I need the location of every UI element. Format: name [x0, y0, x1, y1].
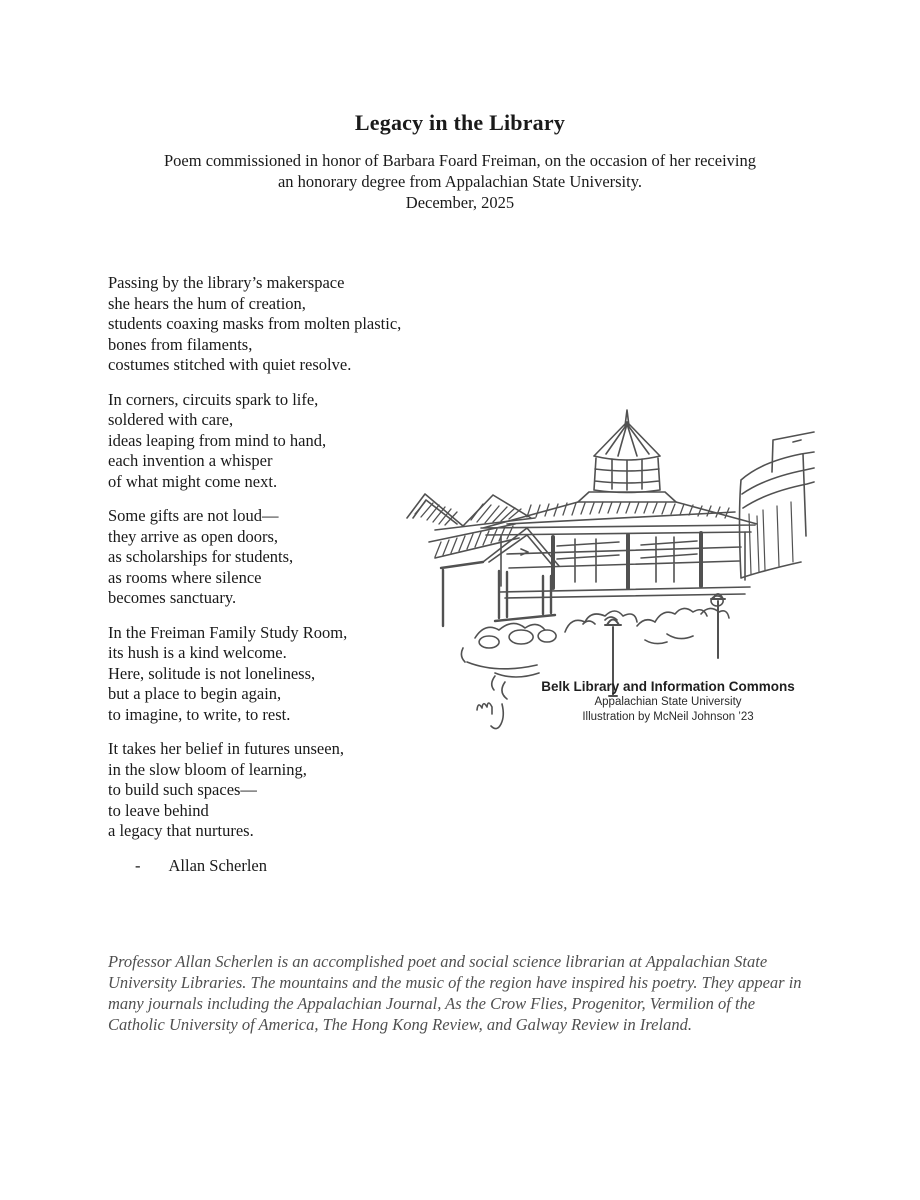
right-building-windows [749, 502, 793, 574]
attribution-author: Allan Scherlen [168, 855, 268, 875]
commission-note-line1: Poem commissioned in honor of Barbara Foard Freiman, on the occasion of her receiving [163, 151, 756, 170]
bushes-middle [565, 611, 667, 644]
poem-stanza: In the Freiman Family Study Room, its hush is a kind welcome. Here, solitude is not loneliness, but a place to begin again, to imagine, to write, to rest. [108, 622, 348, 724]
author-bio: Professor Allan Scherlen is an accomplished poet and social science librarian at Appalachian State University Libraries. The mountains and the music of the region have inspired his poetry. They appear in many journals including the Appalachian Journal, As the Crow Flies, Progenitor, Vermilion of the Catholic University of America, The Hong Kong Review, and Galway Review in Ireland. [108, 952, 802, 1034]
left-gable-1-hatch [415, 502, 457, 525]
poem-stanza: In corners, circuits spark to life, soldered with care, ideas leaping from mind to hand, each invention a whisper of what might come next. [108, 389, 327, 491]
artist-signature [477, 676, 505, 729]
poem-stanza: Passing by the library’s makerspace she hears the hum of creation, students coaxing masks from molten plastic, bones from filaments, costumes stitched with quiet resolve. [108, 273, 402, 374]
page-title: Legacy in the Library [354, 110, 566, 135]
cupola-skirt [578, 492, 676, 502]
poem-stanza: Some gifts are not loud— they arrive as open doors, as scholarships for students, as rooms where silence becomes sanctuary. [108, 506, 294, 607]
commission-date: December, 2025 [405, 193, 515, 212]
porch-posts [441, 562, 555, 626]
attribution-dash: - [135, 855, 141, 875]
commission-note [0, 150, 920, 213]
cupola-drum [594, 458, 660, 493]
caption-credit: Illustration by McNeil Johnson ’23 [582, 711, 754, 723]
cupola-cone [594, 422, 660, 460]
roof-hatching [527, 502, 729, 518]
poem-stanza: It takes her belief in futures unseen, in the slow bloom of learning, to build such spaces— to leave behind a legacy that nurtures. [108, 739, 344, 840]
caption-university: Appalachian State University [594, 696, 742, 708]
caption-title: Belk Library and Information Commons [541, 679, 795, 694]
ground-lines [500, 587, 750, 598]
commission-note-line2: an honorary degree from Appalachian State University. [277, 172, 643, 191]
poem-attribution [108, 856, 488, 877]
illustration-caption [532, 679, 804, 725]
